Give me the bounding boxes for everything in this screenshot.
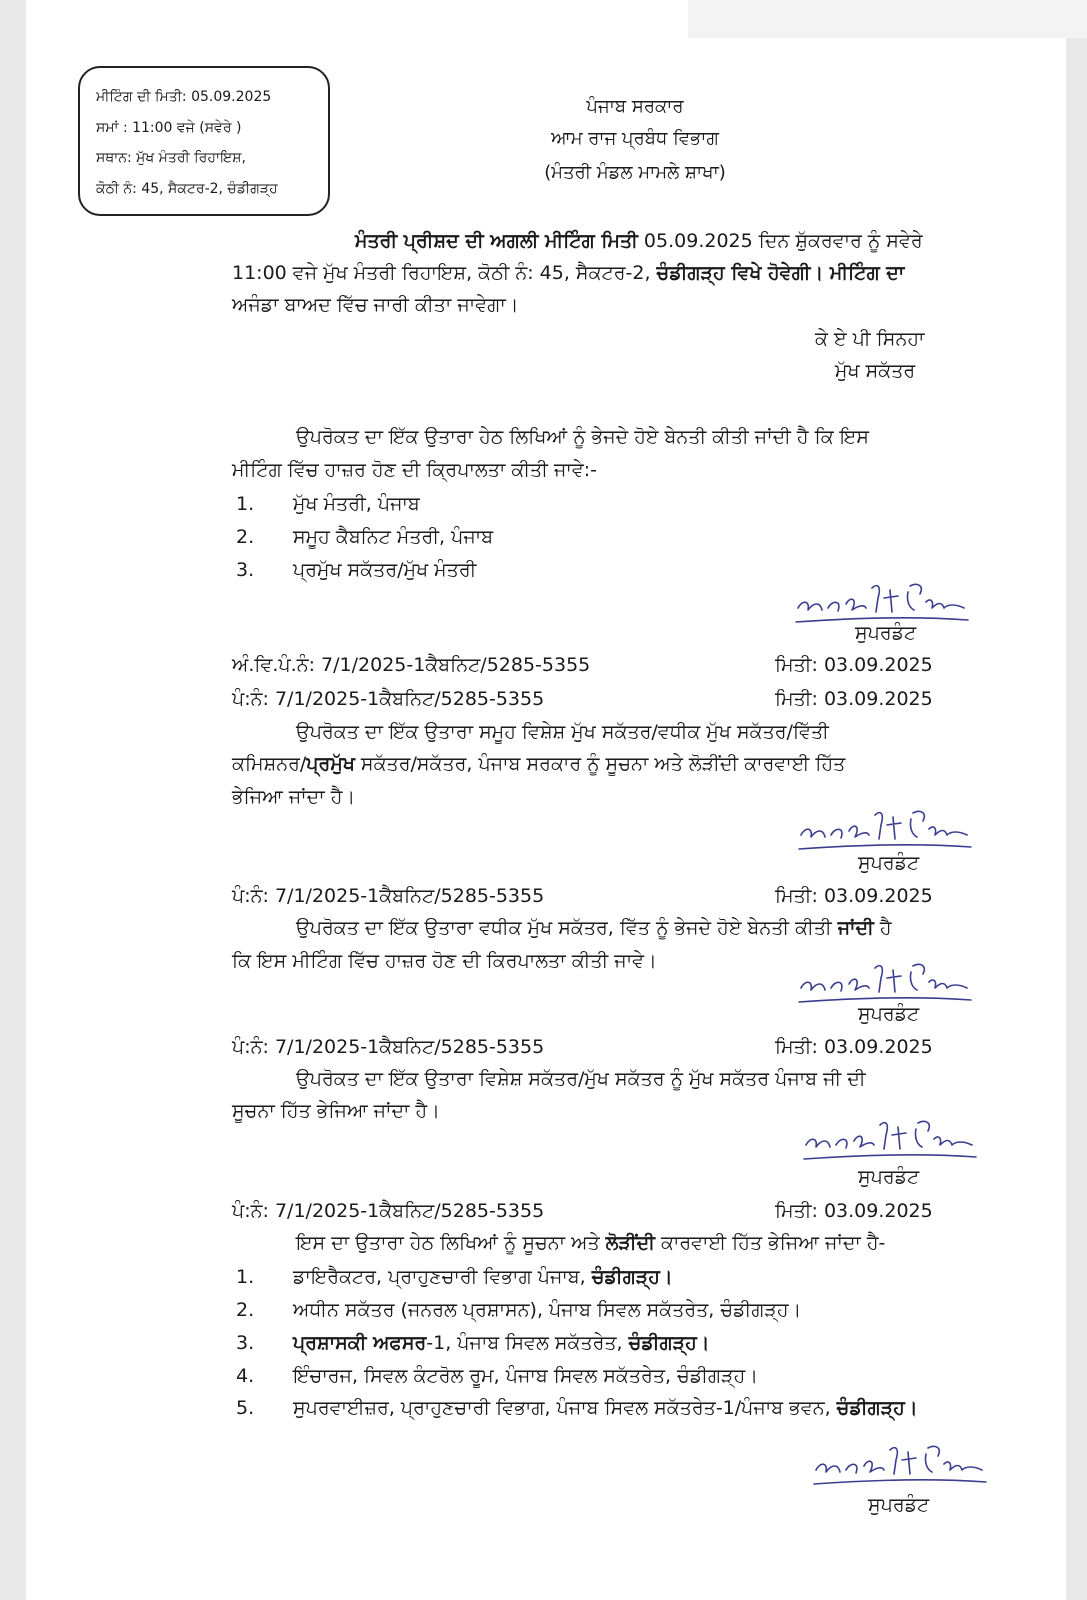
section5-intro-a: ਇਸ ਦਾ ਉਤਾਰਾ ਹੇਠ ਲਿਖਿਆਂ ਨੂੰ ਸੂਚਨਾ ਅਤੇ (296, 1232, 606, 1254)
notice-line-2-text: 11:00 ਵਜੇ ਮੁੱਖ ਮੰਤਰੀ ਰਿਹਾਇਸ਼, ਕੋਠੀ ਨੰ: 45, ਸੈਕਟਰ-2, (232, 262, 657, 284)
section1-line-1: ਉਪਰੋਕਤ ਦਾ ਇੱਕ ਉਤਾਰਾ ਹੇਠ ਲਿਖਿਆਂ ਨੂੰ ਭੇਜਦੇ ਹੋਏ ਬੇਨਤੀ ਕੀਤੀ ਜਾਂਦੀ ਹੈ ਕਿ ਇਸ (296, 426, 869, 448)
section5-item-text: ਡਾਇਰੈਕਟਰ, ਪ੍ਰਾਹੁਣਚਾਰੀ ਵਿਭਾਗ ਪੰਜਾਬ, (293, 1266, 592, 1288)
reference-number: ਪੰ:ਨੰ: 7/1/2025-1ਕੈਬਨਿਟ/5285-5355 (232, 1200, 545, 1222)
section5-item-number: 1. (236, 1266, 255, 1288)
section1-item-number: 1. (236, 493, 255, 515)
reference-date: ਮਿਤੀ: 03.09.2025 (775, 885, 933, 907)
notice-line-3: ਅਜੰਡਾ ਬਾਅਦ ਵਿੱਚ ਜਾਰੀ ਕੀਤਾ ਜਾਵੇਗਾ। (232, 294, 519, 316)
section2-line-1: ਉਪਰੋਕਤ ਦਾ ਇੱਕ ਉਤਾਰਾ ਸਮੂਹ ਵਿਸ਼ੇਸ਼ ਮੁੱਖ ਸਕੱਤਰ/ਵਧੀਕ ਮੁੱਖ ਸਕੱਤਰ/ਵਿੱਤੀ (296, 721, 829, 743)
superintendent-label: ਸੁਪਰਡੰਟ (858, 1003, 920, 1025)
signatory-title: ਮੁੱਖ ਸਕੱਤਰ (835, 360, 916, 382)
section5-item (293, 1332, 710, 1354)
section1-item: ਮੁੱਖ ਮੰਤਰੀ, ਪੰਜਾਬ (293, 493, 420, 515)
section5-item (293, 1266, 673, 1288)
notice-line-1 (355, 230, 923, 252)
section2-line-2 (232, 753, 845, 775)
header-branch: (ਮੰਤਰੀ ਮੰਡਲ ਮਾਮਲੇ ਸ਼ਾਖਾ) (544, 162, 726, 183)
notice-line-2 (232, 262, 904, 284)
meeting-place-line-1: ਸਥਾਨ: ਮੁੱਖ ਮੰਤਰੀ ਰਿਹਾਇਸ਼, (96, 150, 246, 166)
notice-line-1-rest: 05.09.2025 ਦਿਨ ਸ਼ੁੱਕਰਵਾਰ ਨੂੰ ਸਵੇਰੇ (637, 230, 923, 252)
section3-line-1-bold: ਜਾਂਦੀ (837, 917, 874, 939)
section5-item (293, 1397, 918, 1419)
signature-image (800, 1115, 980, 1165)
section1-item-number: 3. (236, 559, 255, 581)
signature-image (792, 578, 972, 628)
section1-item: ਪ੍ਰਮੁੱਖ ਸਕੱਤਰ/ਮੁੱਖ ਮੰਤਰੀ (293, 559, 477, 581)
section2-line-2-b: ਸਕੱਤਰ/ਸਕੱਤਰ, ਪੰਜਾਬ ਸਰਕਾਰ ਨੂੰ ਸੂਚਨਾ ਅਤੇ ਲੋੜੀਂਦੀ ਕਾਰਵਾਈ ਹਿੱਤ (354, 753, 846, 775)
reference-date: ਮਿਤੀ: 03.09.2025 (775, 1200, 933, 1222)
section5-item (293, 1365, 758, 1387)
superintendent-label: ਸੁਪਰਡੰਟ (868, 1494, 930, 1516)
signature-image (810, 1440, 990, 1490)
viewer-top-strip (688, 0, 1087, 38)
section5-item-number: 5. (236, 1397, 255, 1419)
notice-line-2-bold: ਚੰਡੀਗੜ੍ਹ ਵਿਖੇ ਹੋਵੇਗੀ। ਮੀਟਿੰਗ ਦਾ (656, 262, 905, 284)
meeting-time: ਸਮਾਂ : 11:00 ਵਜੇ (ਸਵੇਰੇ ) (96, 119, 242, 136)
notice-bold-intro: ਮੰਤਰੀ ਪ੍ਰੀਸ਼ਦ ਦੀ ਅਗਲੀ ਮੀਟਿੰਗ ਮਿਤੀ (355, 230, 638, 252)
section5-intro-bold: ਲੋੜੀਂਦੀ (605, 1232, 655, 1254)
reference-number: ਪੰ:ਨੰ: 7/1/2025-1ਕੈਬਨਿਟ/5285-5355 (232, 1036, 545, 1058)
section5-item-number: 2. (236, 1299, 255, 1321)
reference-number: ਪੰ:ਨੰ: 7/1/2025-1ਕੈਬਨਿਟ/5285-5355 (232, 885, 545, 907)
signature-image (795, 805, 975, 855)
section5-item-text: ਅਧੀਨ ਸਕੱਤਰ (ਜਨਰਲ ਪ੍ਰਸ਼ਾਸਨ), ਪੰਜਾਬ ਸਿਵਲ ਸਕੱਤਰੇਤ, ਚੰਡੀਗੜ੍ਹ। (293, 1299, 802, 1321)
section5-item-number: 4. (236, 1365, 255, 1387)
section5-item-text: ਇੰਚਾਰਜ, ਸਿਵਲ ਕੰਟਰੋਲ ਰੂਮ, ਪੰਜਾਬ ਸਿਵਲ ਸਕੱਤਰੇਤ, ਚੰਡੀਗੜ੍ਹ। (293, 1365, 759, 1387)
section5-intro (296, 1232, 885, 1254)
section1-item: ਸਮੂਹ ਕੈਬਨਿਟ ਮੰਤਰੀ, ਪੰਜਾਬ (293, 526, 494, 548)
superintendent-label: ਸੁਪਰਡੰਟ (858, 1166, 920, 1188)
section3-line-1-a: ਉਪਰੋਕਤ ਦਾ ਇੱਕ ਉਤਾਰਾ ਵਧੀਕ ਮੁੱਖ ਸਕੱਤਰ, ਵਿੱਤ ਨੂੰ ਭੇਜਦੇ ਹੋਏ ਬੇਨਤੀ ਕੀਤੀ (296, 917, 838, 939)
signatory-name: ਕੇ ਏ ਪੀ ਸਿਨਹਾ (815, 328, 925, 350)
reference-number-semi-official: ਅੰ.ਵਿ.ਪੰ.ਨੰ: 7/1/2025-1ਕੈਬਨਿਟ/5285-5355 (232, 654, 591, 676)
section5-item-bold: ਚੰਡੀਗੜ੍ਹ। (591, 1266, 673, 1288)
section2-line-2-a: ਕਮਿਸ਼ਨਰ/ (232, 753, 307, 775)
section5-item (293, 1299, 801, 1321)
meeting-date: ਮੀਟਿੰਗ ਦੀ ਮਿਤੀ: 05.09.2025 (96, 89, 272, 105)
reference-date: ਮਿਤੀ: 03.09.2025 (775, 654, 933, 676)
meeting-place-line-2: ਕੋਠੀ ਨੰ: 45, ਸੈਕਟਰ-2, ਚੰਡੀਗੜ੍ਹ (96, 180, 278, 197)
section5-item-bold: ਚੰਡੀਗੜ੍ਹ। (628, 1332, 710, 1354)
signature-image (795, 958, 975, 1008)
reference-number: ਪੰ:ਨੰ: 7/1/2025-1ਕੈਬਨਿਟ/5285-5355 (232, 688, 545, 710)
reference-date: ਮਿਤੀ: 03.09.2025 (775, 688, 933, 710)
section3-line-2: ਕਿ ਇਸ ਮੀਟਿੰਗ ਵਿੱਚ ਹਾਜ਼ਰ ਹੋਣ ਦੀ ਕਿਰਪਾਲਤਾ ਕੀਤੀ ਜਾਵੇ। (232, 950, 657, 972)
section5-item-bold: ਪ੍ਰਸ਼ਾਸਕੀ ਅਫਸਰ (293, 1332, 427, 1354)
superintendent-label: ਸੁਪਰਡੰਟ (855, 622, 917, 644)
superintendent-label: ਸੁਪਰਡੰਟ (858, 852, 920, 874)
section4-line-2: ਸੂਚਨਾ ਹਿੱਤ ਭੇਜਿਆ ਜਾਂਦਾ ਹੈ। (232, 1100, 440, 1122)
section5-intro-b: ਕਾਰਵਾਈ ਹਿੱਤ ਭੇਜਿਆ ਜਾਂਦਾ ਹੈ- (654, 1232, 886, 1254)
section5-item-number: 3. (236, 1332, 255, 1354)
section2-line-3: ਭੇਜਿਆ ਜਾਂਦਾ ਹੈ। (232, 786, 356, 808)
section1-line-2: ਮੀਟਿੰਗ ਵਿੱਚ ਹਾਜ਼ਰ ਹੋਣ ਦੀ ਕ੍ਰਿਪਾਲਤਾ ਕੀਤੀ ਜਾਵੇ:- (232, 459, 597, 481)
meeting-info-box (78, 66, 330, 216)
header-department: ਆਮ ਰਾਜ ਪ੍ਰਬੰਧ ਵਿਭਾਗ (551, 128, 719, 149)
section5-item-text: -1, ਪੰਜਾਬ ਸਿਵਲ ਸਕੱਤਰੇਤ, (426, 1332, 629, 1354)
section3-line-1-b: ਹੈ (873, 917, 892, 939)
section4-line-1: ਉਪਰੋਕਤ ਦਾ ਇੱਕ ਉਤਾਰਾ ਵਿਸ਼ੇਸ਼ ਸਕੱਤਰ/ਮੁੱਖ ਸਕੱਤਰ ਨੂੰ ਮੁੱਖ ਸਕੱਤਰ ਪੰਜਾਬ ਜੀ ਦੀ (296, 1068, 866, 1090)
section5-item-text: ਸੁਪਰਵਾਈਜ਼ਰ, ਪ੍ਰਾਹੁਣਚਾਰੀ ਵਿਭਾਗ, ਪੰਜਾਬ ਸਿਵਲ ਸਕੱਤਰੇਤ-1/ਪੰਜਾਬ ਭਵਨ, (293, 1397, 837, 1419)
section2-line-2-bold: ਪ੍ਰਮੁੱਖ (306, 753, 355, 775)
section5-item-bold: ਚੰਡੀਗੜ੍ਹ। (836, 1397, 918, 1419)
reference-date: ਮਿਤੀ: 03.09.2025 (775, 1036, 933, 1058)
section3-line-1 (296, 917, 892, 939)
section1-item-number: 2. (236, 526, 255, 548)
header-government: ਪੰਜਾਬ ਸਰਕਾਰ (586, 96, 684, 117)
